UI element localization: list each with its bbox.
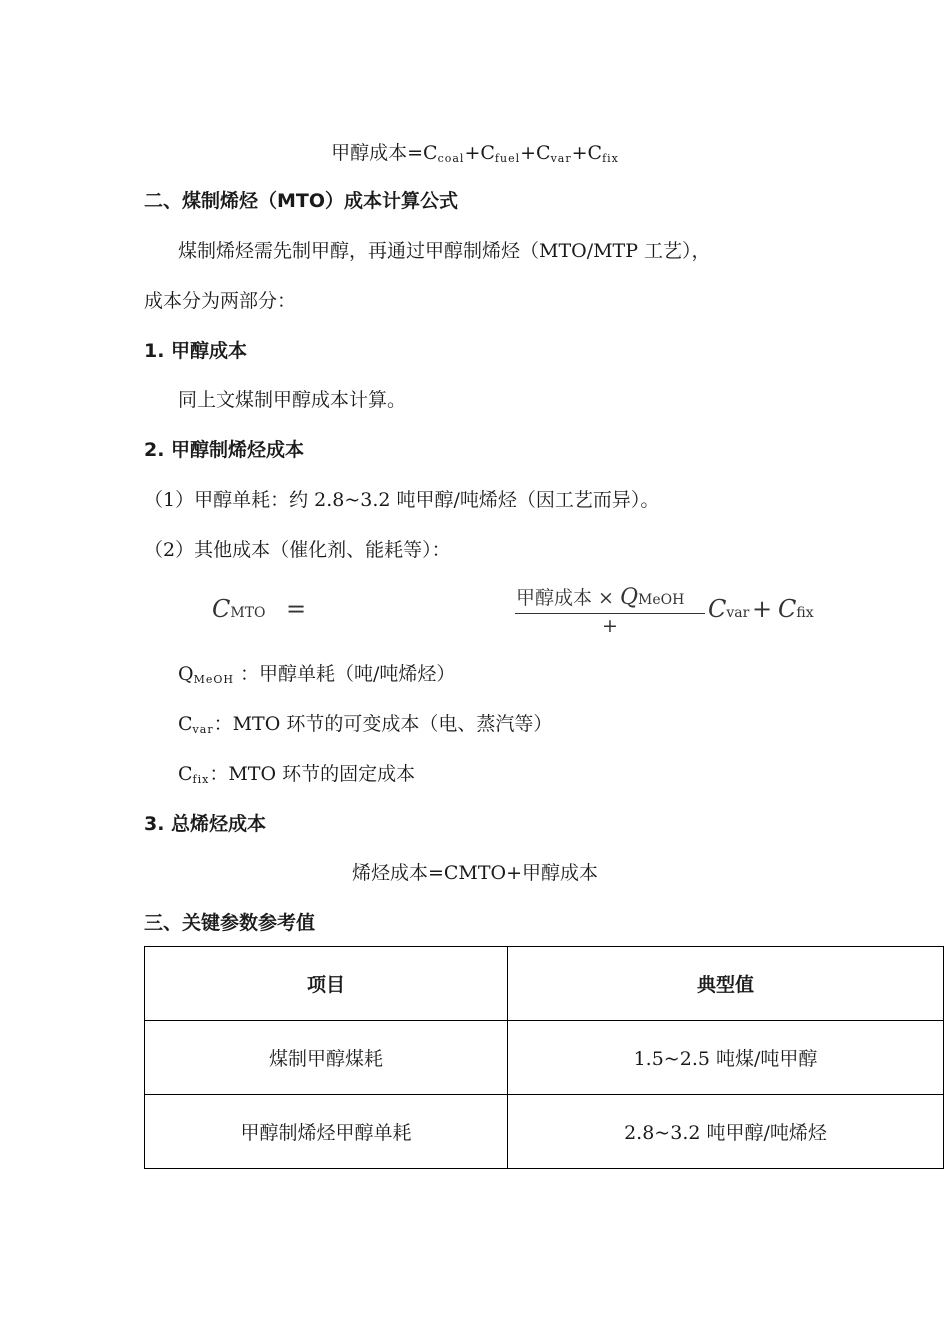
- formula-lhs: CMTO: [212, 595, 266, 623]
- term-var: $C_{var}$: [536, 142, 572, 165]
- table-header-cell: 项目: [145, 947, 508, 1021]
- subsection1-text: 同上文煤制甲醇成本计算。: [178, 389, 407, 411]
- table-cell: 1.5~2.5 吨煤/吨甲醇: [508, 1021, 944, 1095]
- table-cell: 2.8~3.2 吨甲醇/吨烯烃: [508, 1095, 944, 1169]
- def-q-meoh: $Q_{MeOH}$ ：甲醇单耗（吨/吨烯烃）: [178, 663, 456, 686]
- methanol-cost-formula: [0, 140, 950, 172]
- formula-plus: +: [752, 595, 773, 623]
- table-cell: 甲醇制烯烃甲醇单耗: [145, 1095, 508, 1169]
- table-row: [145, 1021, 944, 1095]
- table-row: [145, 1095, 944, 1169]
- mto-cost-formula: [212, 583, 814, 639]
- formula-cvar: Cvar: [708, 595, 750, 623]
- item-2: （2）其他成本（催化剂、能耗等）：: [144, 539, 451, 561]
- formula-numerator: 甲醇成本 × QMeOH: [516, 585, 685, 610]
- table-cell: 煤制甲醇煤耗: [145, 1021, 508, 1095]
- subsection2-heading: 2. 甲醇制烯烃成本: [144, 439, 305, 461]
- table-header-cell: 典型值: [508, 947, 944, 1021]
- section2-intro-line1: 煤制烯烃需先制甲醇，再通过甲醇制烯烃（MTO/MTP 工艺），: [178, 240, 711, 262]
- def-c-fix: $C_{fix}$：MTO 环节的固定成本: [178, 763, 416, 786]
- plus-sign: +: [571, 142, 588, 164]
- subsection1-heading: 1. 甲醇成本: [144, 340, 248, 362]
- fraction-bar: [515, 613, 705, 614]
- term-fuel: $C_{fuel}$: [480, 142, 521, 165]
- formula-cfix: Cfix: [778, 595, 814, 623]
- term-fix: $C_{fix}$: [587, 142, 619, 165]
- def-c-var: $C_{var}$：MTO 环节的可变成本（电、蒸汽等）: [178, 713, 553, 736]
- section2-heading: 二、煤制烯烃（MTO）成本计算公式: [144, 190, 459, 212]
- subsection3-heading: 3. 总烯烃成本: [144, 813, 267, 835]
- plus-sign: +: [520, 142, 537, 164]
- table-header-row: [145, 947, 944, 1021]
- formula-prefix: 甲醇成本=: [331, 142, 424, 164]
- reference-table: [144, 946, 944, 1169]
- section2-intro-line2: 成本分为两部分：: [144, 290, 297, 312]
- term-coal: $C_{coal}$: [423, 142, 465, 165]
- item-1: （1）甲醇单耗：约 2.8~3.2 吨甲醇/吨烯烃（因工艺而异）。: [144, 489, 660, 511]
- formula-equals: =: [286, 595, 307, 623]
- section3-heading: 三、关键参数参考值: [144, 912, 316, 934]
- plus-sign: +: [464, 142, 481, 164]
- total-olefin-formula: 烯烃成本=CMTO+甲醇成本: [351, 862, 599, 884]
- formula-denominator: +: [602, 615, 618, 637]
